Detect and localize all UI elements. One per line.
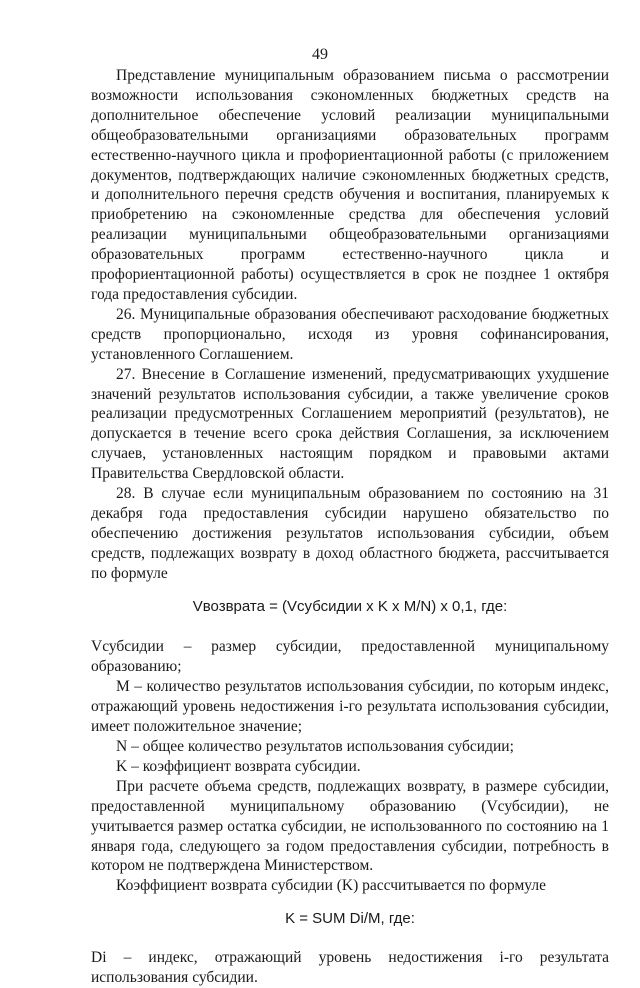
formula-refund-volume: Vвозврата = (Vсубсидии x K x M/N) x 0,1, где:	[192, 597, 508, 615]
paragraph-intro: Представление муниципальным образованием письма о рассмотрении возможности использования сэкономленных бюджетных средств на дополнительное обеспечение условий реализации муниципальными общеобразовательными организациями образовательных программ естественно-научного цикла и профориентационной работы (с приложением документов, подтверждающих наличие сэкономленных бюджетных средств, и дополнительного перечня средств обучения и воспитания, планируемых к приобретению на сэкономленные средства для обеспечения условий реализации муниципальными общеобразовательными организациями образовательных программ естественно-научного цикла и профориентационной работы) осуществляется в срок не позднее 1 октября года предоставления субсидии.	[91, 67, 609, 303]
definition-m: M – количество результатов использования субсидии, по которым индекс, отражающий уровень недостижения i-го результата использования субсидии, имеет положительное значение;	[91, 678, 609, 736]
definition-n: N – общее количество результатов использования субсидии;	[116, 738, 514, 755]
definition-k: K – коэффициент возврата субсидии.	[116, 757, 361, 775]
definition-v-subsidy: Vсубсидии – размер субсидии, предоставленной муниципальному образованию;	[91, 638, 609, 676]
paragraph-k-formula-intro: Коэффициент возврата субсидии (K) рассчитывается по формуле	[116, 877, 546, 895]
paragraph-calculation-note: При расчете объема средств, подлежащих возврату, в размере субсидии, предоставленной муниципальному образованию (Vсубсидии), не учитывается размер остатка субсидии, не использованного по состоянию на 1 января года, следующего за годом предоставления субсидии, потребность в котором не подтверждена Министерством.	[91, 777, 609, 875]
paragraph-27: 27. Внесение в Соглашение изменений, предусматривающих ухудшение значений результатов использования субсидии, а также увеличение сроков реализации предусмотренных Соглашением мероприятий (результатов), не допускается в течение всего срока действия Соглашения, за исключением случаев, установленных настоящим порядком и правовыми актами Правительства Свердловской области.	[91, 365, 609, 483]
paragraph-28: 28. В случае если муниципальным образованием по состоянию на 31 декабря года предоставления субсидии нарушено обязательство по обеспечению достижения результатов использования субсидии, объем средств, подлежащих возврату в доход областного бюджета, рассчитывается по формуле	[91, 485, 609, 582]
definition-di: Di – индекс, отражающий уровень недостижения i-го результата использования субсидии.	[91, 949, 609, 987]
page-number: 49	[312, 46, 328, 63]
paragraph-26: 26. Муниципальные образования обеспечивают расходование бюджетных средств пропорционально, исходя из уровня софинансирования, установленного Соглашением.	[91, 305, 609, 363]
document-body	[91, 66, 609, 988]
formula-k: K = SUM Di/M, где:	[285, 910, 415, 928]
